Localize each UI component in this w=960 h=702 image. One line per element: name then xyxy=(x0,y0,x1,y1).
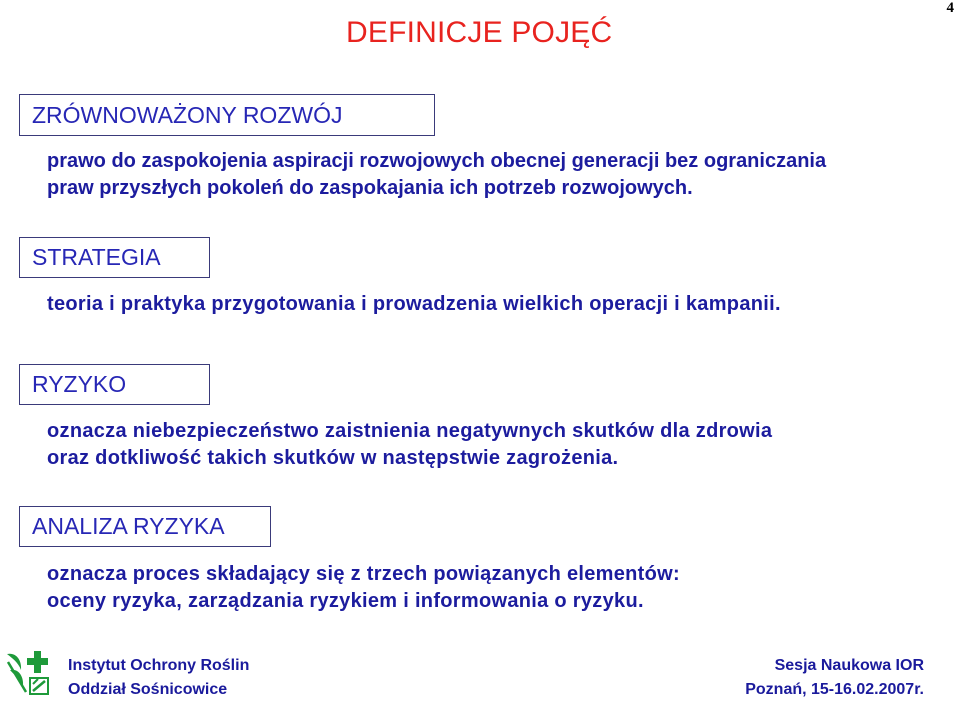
term-box-analiza-ryzyka xyxy=(19,506,271,547)
page-title: DEFINICJE POJĘĆ xyxy=(346,16,613,49)
definition-strategia xyxy=(47,291,781,318)
footer-institute xyxy=(68,654,249,702)
definition-line: praw przyszłych pokoleń do zaspokajania ich potrzeb rozwojowych. xyxy=(47,177,693,199)
definition-line: oznacza proces składający się z trzech powiązanych elementów: xyxy=(47,563,680,585)
footer-event xyxy=(745,654,924,702)
term-box-zrownowazony-rozwoj xyxy=(19,94,435,136)
term-label: ZRÓWNOWAŻONY ROZWÓJ xyxy=(32,101,343,128)
footer-event-date: Poznań, 15-16.02.2007r. xyxy=(745,681,924,698)
definition-line: oceny ryzyka, zarządzania ryzykiem i informowania o ryzyku. xyxy=(47,590,644,612)
term-box-ryzyko xyxy=(19,364,210,405)
term-label: ANALIZA RYZYKA xyxy=(32,513,225,539)
definition-line: oznacza niebezpieczeństwo zaistnienia negatywnych skutków dla zdrowia xyxy=(47,420,773,442)
term-box-strategia xyxy=(19,237,210,278)
page-number: 4 xyxy=(946,0,954,16)
definition-line: oraz dotkliwość takich skutków w następstwie zagrożenia. xyxy=(47,447,619,469)
footer-institute-name: Instytut Ochrony Roślin xyxy=(68,657,250,674)
term-label: RYZYKO xyxy=(32,371,127,397)
footer-event-name: Sesja Naukowa IOR xyxy=(774,657,924,674)
definition-analiza-ryzyka xyxy=(47,561,680,615)
definition-zrownowazony-rozwoj xyxy=(47,148,826,202)
definition-line: teoria i praktyka przygotowania i prowadzenia wielkich operacji i kampanii. xyxy=(47,293,781,315)
ior-logo-icon xyxy=(4,648,52,696)
footer-institute-branch: Oddział Sośnicowice xyxy=(68,681,228,698)
definition-ryzyko xyxy=(47,418,772,472)
term-label: STRATEGIA xyxy=(32,244,161,270)
definition-line: prawo do zaspokojenia aspiracji rozwojowych obecnej generacji bez ograniczania xyxy=(47,150,827,172)
